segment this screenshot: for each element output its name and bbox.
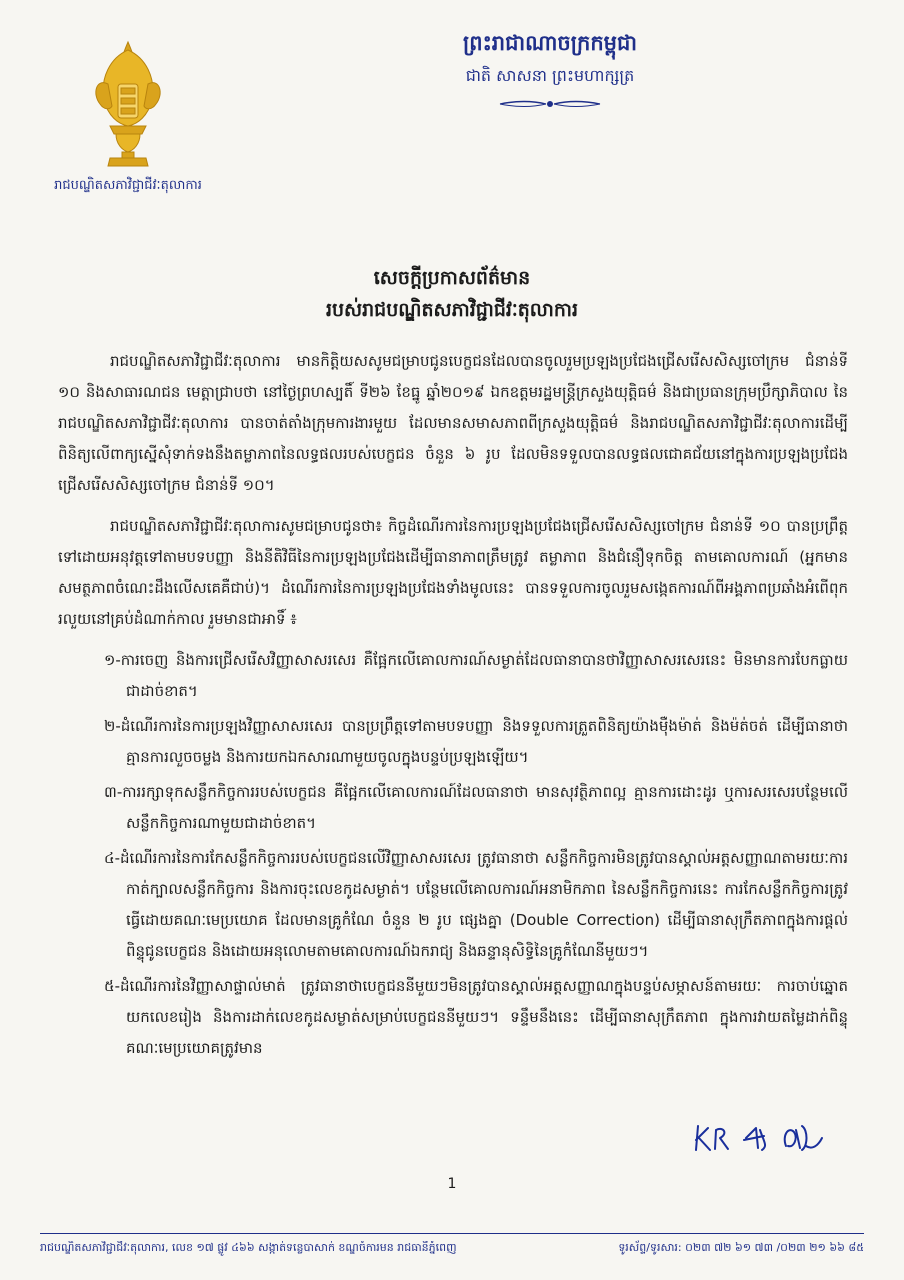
handwritten-initials: [690, 1116, 830, 1160]
footer-address: រាជបណ្ឌិតសភាវិជ្ជាជីវៈតុលាការ, លេខ ១៧ ផ្លូវ ៤៦៦ សង្កាត់ទន្លេបាសាក់ ខណ្ឌចំការមន រាជធានីភ្នំពេញ: [40, 1241, 457, 1254]
document-title: [150, 262, 754, 326]
footer-divider: [40, 1233, 864, 1234]
title-line-1: សេចក្តីប្រកាសព័ត៌មាន: [373, 267, 531, 289]
footer-phone: ទូរស័ព្ទ/ទូរសារ: ០២៣ ៧២ ៦១ ៧៣ /០២៣ ២១ ៦៦ ៨៥: [618, 1241, 864, 1254]
page-number: 1: [447, 1176, 457, 1192]
list-item: ៥-ដំណើរការនៃវិញ្ញាសាផ្ទាល់មាត់ ត្រូវធានាថាបេក្ខជននីមួយៗមិនត្រូវបានស្គាល់អត្តសញ្ញាណក្នុងបន្ទប់សម្ភាសន៍តាមរយៈ ការចាប់ឆ្នោតយកលេខរៀង និងការដាក់លេខកូដសម្ងាត់សម្រាប់បេក្ខជននីមួយៗ។ ទន្ទឹមនឹងនេះ ដើម្បីធានាសុក្រឹតភាព ក្នុងការវាយតម្លៃដាក់ពិន្ទុ គណៈមេប្រយោគត្រូវមាន: [104, 977, 848, 1057]
list-item: ២-ដំណើរការនៃការប្រឡងវិញ្ញាសាសរសេរ បានប្រព្រឹត្តទៅតាមបទបញ្ញា និងទទួលការត្រួតពិនិត្យយ៉ាងម៉ឺងម៉ាត់ និងម៉ត់ចត់ ដើម្បីធានាថាគ្មានការលួចចម្លង និងការយកឯកសារណាមួយចូលក្នុងបន្ទប់ប្រឡងឡើយ។: [104, 717, 848, 766]
paragraph: រាជបណ្ឌិតសភាវិជ្ជាជីវៈតុលាការសូមជម្រាបជូនថា៖ កិច្ចដំណើរការនៃការប្រឡងប្រជែងជ្រើសរើសសិស្សចៅក្រម ជំនាន់ទី ១០ បានប្រព្រឹត្តទៅដោយអនុវត្តទៅតាមបទបញ្ញា និងនីតិវិធីនៃការប្រឡងប្រជែងដើម្បីធានាភាពត្រឹមត្រូវ តម្លាភាព និងជំនឿទុកចិត្ត តាមគោលការណ៍ (អ្នកមានសមត្ថភាពចំណេះដឹងលើសគេគឺជាប់)។ ដំណើរការនៃការប្រឡងប្រជែងទាំងមូលនេះ បានទទួលការចូលរួមសង្កេតការណ៍ពីអង្គភាពប្រឆាំងអំពើពុករលួយនៅគ្រប់ដំណាក់កាល រួមមានជាអាទិ៍ ៖: [58, 517, 848, 628]
kingdom-title: ព្រះរាជាណាចក្រកម្ពុជា: [462, 31, 637, 55]
paragraph: រាជបណ្ឌិតសភាវិជ្ជាជីវៈតុលាការ មានកិត្តិយសសូមជម្រាបជូនបេក្ខជនដែលបានចូលរួមប្រឡងប្រជែងជ្រើសរើសសិស្សចៅក្រម ជំនាន់ទី ១០ និងសាធារណជន មេត្តាជ្រាបថា នៅថ្ងៃព្រហស្បតិ៍ ទី២៦ ខែធ្នូ ឆ្នាំ២០១៩ ឯកឧត្តមរដ្ឋមន្ត្រីក្រសួងយុត្តិធម៌ និងជាប្រធានក្រុមប្រឹក្សាភិបាល នៃរាជបណ្ឌិតសភាវិជ្ជាជីវៈតុលាការ បានចាត់តាំងក្រុមការងារមួយ ដែលមានសមាសភាពពីក្រសួងយុត្តិធម៌ និងរាជបណ្ឌិតសភាវិជ្ជាជីវៈតុលាការដើម្បីពិនិត្យលើពាក្យស្នើសុំទាក់ទងនឹងតម្លាភាពនៃលទ្ធផលរបស់បេក្ខជន ចំនួន ៦ រូប ដែលមិនទទួលបានលទ្ធផលជោគជ័យនៅក្នុងការប្រឡងប្រជែងជ្រើសរើសសិស្សចៅក្រម ជំនាន់ទី ១០។: [58, 352, 848, 494]
title-line-2: របស់រាជបណ្ឌិតសភាវិជ្ជាជីវៈតុលាការ: [325, 299, 579, 321]
organization-name: រាជបណ្ឌិតសភាវិជ្ជាជីវៈតុលាការ: [54, 178, 202, 193]
national-motto: ជាតិ សាសនា ព្រះមហាក្សត្រ: [465, 66, 635, 85]
document-body: [58, 346, 848, 1068]
list-item: ១-ការចេញ និងការជ្រើសរើសវិញ្ញាសាសរសេរ គឺផ្អែកលើគោលការណ៍សម្ងាត់ដែលធានាបានថាវិញ្ញាសាសរសេរនេះ មិនមានការបែកធ្លាយជាដាច់ខាត។: [104, 651, 848, 700]
national-header: [350, 30, 750, 111]
list-item: ៤-ដំណើរការនៃការកែសន្លឹកកិច្ចការរបស់បេក្ខជនលើវិញ្ញាសាសរសេរ ត្រូវធានាថា សន្លឹកកិច្ចការមិនត្រូវបានស្គាល់អត្តសញ្ញាណតាមរយៈការកាត់ក្បាលសន្លឹកកិច្ចការ និងការចុះលេខកូដសម្ងាត់។ បន្ថែមលើគោលការណ៍អនាមិកភាព នៃសន្លឹកកិច្ចការនេះ ការកែសន្លឹកកិច្ចការត្រូវធ្វើដោយគណៈមេប្រយោគ ដែលមានគ្រូកំណែ ចំនួន ២ រូប ផ្សេងគ្នា (Double Correction) ដើម្បីធានាសុក្រឹតភាពក្នុងការផ្តល់ពិន្ទុជូនបេក្ខជន និងដោយអនុលោមតាមគោលការណ៍ឯករាជ្យ និងឆន្ទានុសិទ្ធិនៃគ្រូកំណែនីមួយៗ។: [104, 849, 848, 960]
ornament-divider-icon: [490, 97, 610, 111]
royal-emblem-icon: [88, 38, 168, 170]
list-item: ៣-ការរក្សាទុកសន្លឹកកិច្ចការរបស់បេក្ខជន គឺផ្អែកលើគោលការណ៍ដែលធានាថា មានសុវត្ថិភាពល្អ គ្មានការដោះដូរ ឬការសរសេរបន្ថែមលើសន្លឹកកិច្ចការណាមួយជាដាច់ខាត។: [104, 783, 848, 832]
